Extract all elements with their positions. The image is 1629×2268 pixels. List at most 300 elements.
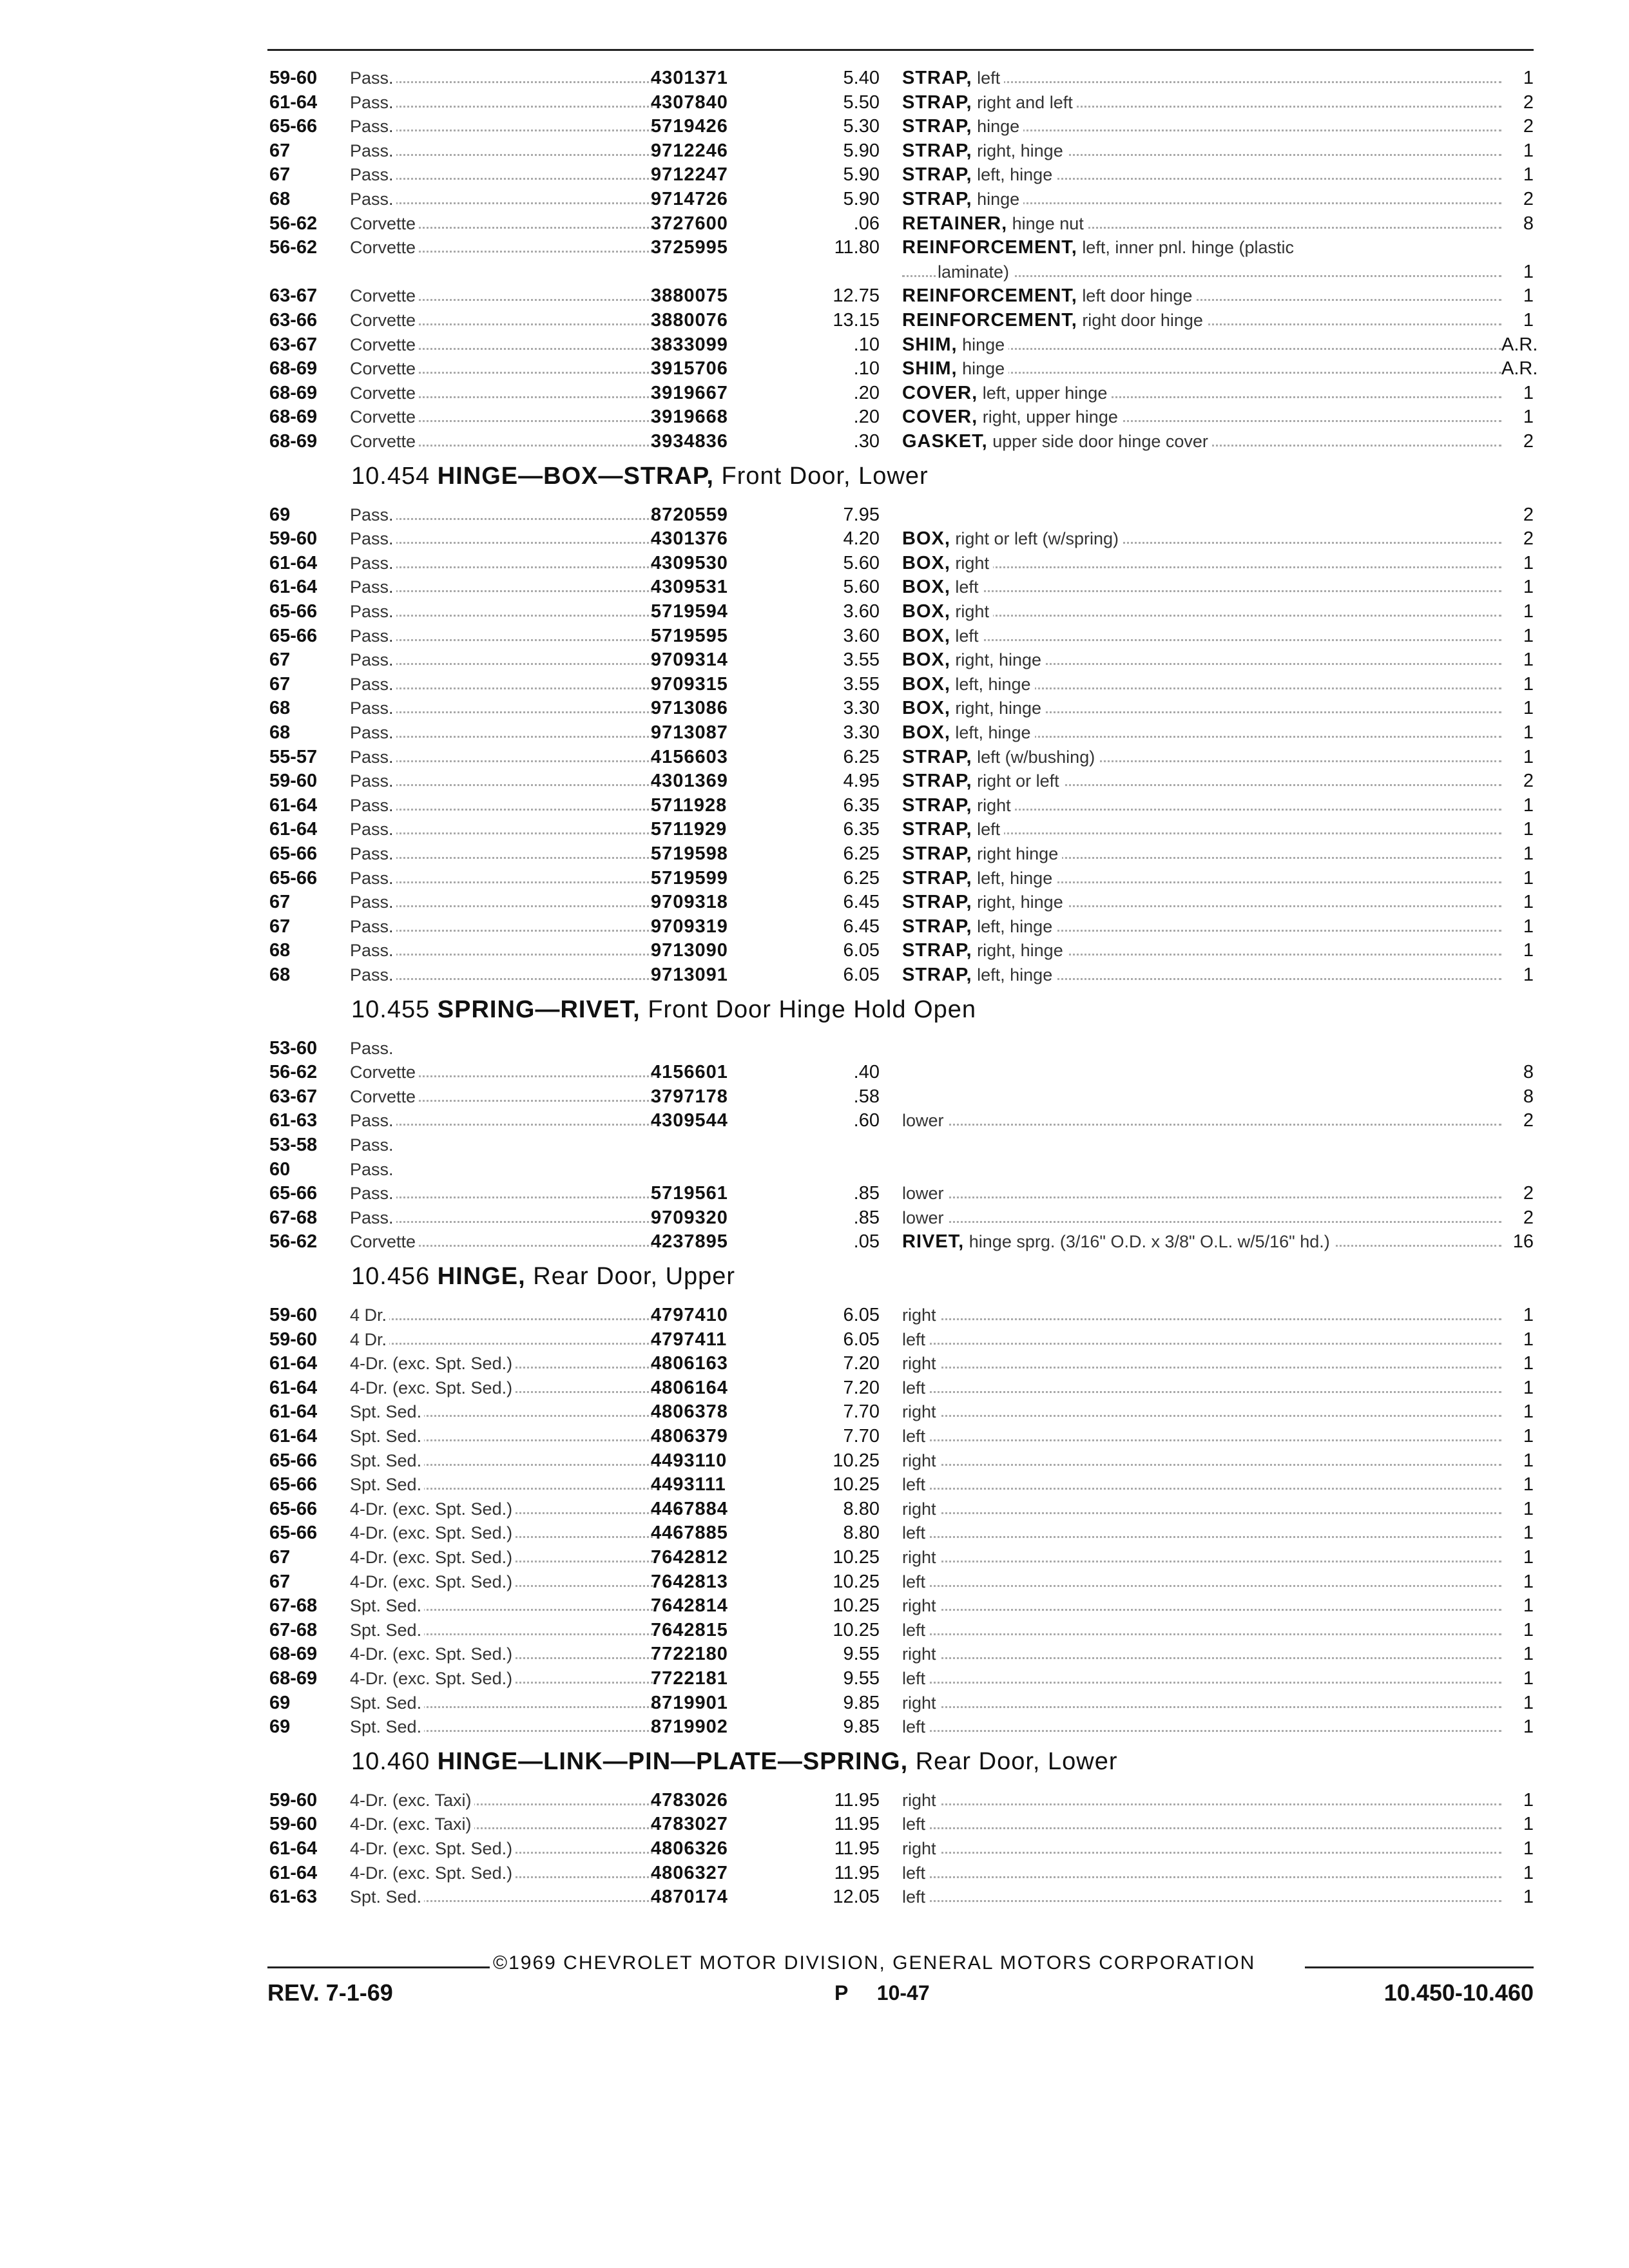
part-number: 4301369	[651, 771, 728, 792]
model-years: 68	[269, 940, 291, 961]
part-detail: left	[902, 1427, 926, 1446]
footer-rule-left	[267, 1966, 490, 1968]
description-cell	[902, 745, 1501, 769]
model-name: 4-Dr. (exc. Spt. Sed.)	[350, 1548, 515, 1567]
part-row	[0, 696, 1629, 720]
part-detail: hinge	[962, 334, 1005, 354]
model-name: Corvette	[350, 238, 418, 257]
description-text	[902, 1715, 929, 1739]
description-text	[902, 817, 1004, 841]
description-cell	[902, 308, 1501, 332]
page-prefix: P	[834, 1981, 849, 2004]
list-price: 10.25	[833, 1474, 880, 1495]
quantity: 1	[1523, 261, 1534, 282]
list-price: 5.90	[843, 164, 880, 186]
model-cell	[350, 914, 653, 939]
model-name: Pass.	[350, 917, 396, 936]
part-detail: right, hinge	[977, 941, 1063, 961]
list-price: 3.60	[843, 625, 880, 646]
part-row	[0, 381, 1629, 405]
part-number: 9713087	[651, 722, 728, 743]
model-name: Pass.	[350, 941, 396, 960]
model-name: Corvette	[350, 383, 418, 403]
list-price: .30	[853, 431, 880, 452]
model-years: 68-69	[269, 1644, 318, 1665]
list-price: 3.55	[843, 649, 880, 671]
part-row	[0, 139, 1629, 163]
part-row	[0, 1618, 1629, 1642]
part-name: BOX,	[902, 552, 950, 573]
part-number: 4783026	[651, 1789, 728, 1811]
part-detail: right hinge	[977, 844, 1059, 863]
quantity: 8	[1523, 1062, 1534, 1083]
dot-leader	[902, 1488, 1501, 1490]
dot-leader	[902, 1536, 1501, 1538]
part-detail: left	[977, 820, 1001, 840]
description-text	[902, 624, 982, 648]
part-detail: right	[902, 1305, 936, 1325]
part-row	[0, 890, 1629, 914]
part-detail: left door hinge	[1082, 286, 1193, 306]
description-cell	[902, 1399, 1501, 1424]
model-years: 60	[269, 1158, 291, 1180]
model-cell	[350, 90, 653, 115]
part-row	[0, 503, 1629, 527]
list-price: .06	[853, 213, 880, 234]
description-cell	[902, 1885, 1501, 1909]
dot-leader	[902, 639, 1501, 641]
model-years: 61-64	[269, 1862, 318, 1883]
list-price: .10	[853, 334, 880, 355]
part-name: STRAP,	[902, 116, 972, 137]
description-text	[902, 308, 1207, 332]
quantity: A.R.	[1501, 358, 1538, 380]
list-price: 11.95	[834, 1862, 880, 1883]
footer-rule-right	[1305, 1966, 1534, 1968]
model-name: 4-Dr. (exc. Taxi)	[350, 1791, 474, 1810]
quantity: 1	[1523, 164, 1534, 186]
part-row	[0, 1036, 1629, 1061]
model-cell	[350, 1861, 653, 1885]
description-cell	[902, 720, 1501, 745]
model-cell	[350, 1376, 653, 1400]
model-name: 4-Dr. (exc. Taxi)	[350, 1814, 474, 1834]
part-number: 4806164	[651, 1377, 728, 1398]
part-row	[0, 1836, 1629, 1861]
model-cell	[350, 720, 653, 745]
part-number: 3833099	[651, 334, 728, 355]
model-cell	[350, 1691, 653, 1715]
description-cell	[902, 211, 1501, 236]
quantity: 1	[1523, 1814, 1534, 1835]
list-price: 6.35	[843, 819, 880, 840]
model-years: 65-66	[269, 1523, 318, 1544]
list-price: .10	[853, 358, 880, 380]
part-number: 3915706	[651, 358, 728, 380]
section-title: HINGE—BOX—STRAP,	[437, 462, 714, 490]
section-heading	[351, 1263, 735, 1291]
part-number: 3727600	[651, 213, 728, 234]
description-cell	[902, 284, 1501, 308]
model-cell	[350, 526, 653, 551]
part-detail: left	[902, 1620, 926, 1640]
model-name: Pass.	[350, 165, 396, 184]
description-cell	[902, 526, 1501, 551]
quantity: 2	[1523, 91, 1534, 113]
dot-leader	[902, 1633, 1501, 1635]
model-cell	[350, 1181, 653, 1206]
model-years: 61-64	[269, 819, 318, 840]
model-cell	[350, 162, 653, 187]
revision-date: REV. 7-1-69	[267, 1979, 393, 2006]
quantity: 1	[1523, 649, 1534, 671]
part-detail: left	[955, 577, 979, 597]
quantity: 1	[1523, 892, 1534, 913]
model-name: Spt. Sed.	[350, 1427, 424, 1446]
model-name: Spt. Sed.	[350, 1717, 424, 1736]
description-text	[902, 1861, 929, 1885]
part-row	[0, 308, 1629, 332]
quantity: 1	[1523, 867, 1534, 889]
part-detail: left	[902, 1669, 926, 1688]
part-row	[0, 866, 1629, 890]
model-years: 67	[269, 649, 291, 671]
part-row	[0, 1157, 1629, 1182]
quantity: 1	[1523, 1547, 1534, 1568]
quantity: 1	[1523, 382, 1534, 403]
section-range: 10.450-10.460	[1383, 1979, 1534, 2006]
part-number: 3919667	[651, 382, 728, 403]
description-cell	[902, 914, 1501, 939]
part-name: COVER,	[902, 382, 978, 403]
model-cell	[350, 575, 653, 599]
quantity: 1	[1523, 1619, 1534, 1640]
part-row	[0, 648, 1629, 672]
description-text	[902, 1666, 929, 1691]
list-price: .20	[853, 382, 880, 403]
model-name: Pass.	[350, 675, 396, 694]
part-number: 5719561	[651, 1183, 728, 1204]
part-number: 3919668	[651, 407, 728, 428]
part-row	[0, 405, 1629, 429]
description-cell	[902, 381, 1501, 405]
part-row	[0, 575, 1629, 599]
part-detail: right or left (w/spring)	[955, 529, 1119, 549]
part-name: STRAP,	[902, 91, 972, 113]
quantity: 1	[1523, 1353, 1534, 1374]
section-subtitle: Front Door Hinge Hold Open	[648, 995, 976, 1023]
part-detail: right	[902, 1354, 936, 1374]
model-years: 63-67	[269, 1086, 318, 1107]
model-name: Pass.	[350, 141, 396, 160]
list-price: .60	[853, 1110, 880, 1131]
quantity: 1	[1523, 407, 1534, 428]
model-name: 4-Dr. (exc. Spt. Sed.)	[350, 1499, 515, 1519]
part-detail: left (w/bushing)	[977, 747, 1095, 767]
model-name: Corvette	[350, 1232, 418, 1251]
model-cell	[350, 1327, 653, 1352]
part-row	[0, 1108, 1629, 1133]
description-cell	[902, 1666, 1501, 1691]
model-cell	[350, 866, 653, 890]
section-number: 10.456	[351, 1263, 430, 1290]
description-cell	[902, 1108, 1501, 1133]
quantity: 8	[1523, 1086, 1534, 1107]
part-number: 4797410	[651, 1305, 728, 1325]
list-price: 10.25	[833, 1619, 880, 1640]
quantity: 8	[1523, 213, 1534, 234]
model-name: Pass.	[350, 529, 396, 548]
description-text	[902, 1570, 929, 1594]
part-row	[0, 1472, 1629, 1497]
section-subtitle: Rear Door, Upper	[533, 1263, 736, 1290]
description-cell	[902, 1521, 1501, 1545]
quantity: 1	[1523, 1595, 1534, 1617]
model-years: 67	[269, 164, 291, 186]
description-cell	[902, 187, 1501, 211]
description-cell	[902, 1448, 1501, 1473]
list-price: 6.25	[843, 746, 880, 767]
list-price: 4.20	[843, 528, 880, 550]
part-number: 3934836	[651, 431, 728, 452]
list-price: 12.05	[833, 1887, 880, 1908]
quantity: 1	[1523, 577, 1534, 598]
part-number: 7642812	[651, 1547, 728, 1568]
part-row	[0, 1788, 1629, 1812]
model-name: Pass.	[350, 602, 396, 621]
part-row	[0, 235, 1629, 260]
part-name: BOX,	[902, 625, 950, 646]
model-name: Pass.	[350, 869, 396, 888]
part-number: 4309544	[651, 1110, 728, 1131]
description-cell	[902, 1545, 1501, 1570]
quantity: 1	[1523, 601, 1534, 622]
quantity: 1	[1523, 843, 1534, 864]
description-text	[902, 1497, 940, 1521]
model-years: 65-66	[269, 116, 318, 137]
part-name: STRAP,	[902, 140, 972, 161]
list-price: 8.80	[843, 1523, 880, 1544]
part-number: 4806378	[651, 1401, 728, 1423]
model-name: 4-Dr. (exc. Spt. Sed.)	[350, 1378, 515, 1398]
quantity: 2	[1523, 189, 1534, 209]
part-row	[0, 720, 1629, 745]
part-number: 5711929	[651, 819, 728, 840]
part-detail: lower	[902, 1184, 944, 1204]
dot-leader	[902, 1196, 1501, 1198]
part-name: STRAP,	[902, 916, 972, 937]
part-number: 7722181	[651, 1668, 728, 1689]
dot-leader	[902, 1124, 1501, 1126]
quantity: 1	[1523, 1862, 1534, 1883]
part-detail: left	[902, 1814, 926, 1834]
part-row	[0, 1885, 1629, 1909]
part-detail: right	[902, 1450, 936, 1470]
part-number: 4309530	[651, 552, 728, 573]
model-years: 61-64	[269, 1401, 318, 1423]
part-row	[0, 429, 1629, 454]
description-text	[902, 938, 1067, 963]
list-price: 4.95	[843, 771, 880, 792]
part-detail: right, hinge	[977, 892, 1063, 912]
description-cell	[902, 114, 1501, 139]
model-name: Pass.	[350, 1111, 396, 1130]
model-years: 68-69	[269, 431, 318, 452]
model-name: Pass.	[350, 68, 396, 88]
list-price: 7.95	[843, 504, 880, 525]
model-cell	[350, 1206, 653, 1230]
part-name: SHIM,	[902, 358, 958, 380]
part-detail: right	[902, 1596, 936, 1616]
list-price: 11.95	[834, 1838, 880, 1859]
description-text	[902, 66, 1004, 90]
model-name: Spt. Sed.	[350, 1402, 424, 1421]
part-number: 4493110	[651, 1450, 728, 1471]
description-text	[902, 1593, 940, 1618]
quantity: 1	[1523, 1692, 1534, 1713]
part-number: 4797411	[651, 1329, 728, 1350]
part-detail: left	[955, 626, 979, 646]
footer-copyright-line	[267, 1952, 1534, 1978]
dot-leader	[902, 1852, 1501, 1854]
part-name: STRAP,	[902, 746, 972, 767]
part-number: 5719426	[651, 116, 728, 137]
model-years: 67	[269, 140, 291, 161]
description-text	[902, 332, 1008, 357]
section-title: HINGE—LINK—PIN—PLATE—SPRING,	[437, 1747, 909, 1775]
list-price: 11.95	[834, 1789, 880, 1811]
model-years: 68	[269, 965, 291, 985]
part-detail: right, upper hinge	[982, 407, 1118, 427]
dot-leader	[902, 1706, 1501, 1708]
part-detail: right	[902, 1499, 936, 1519]
part-number: 5719594	[651, 601, 728, 622]
section-heading	[351, 1748, 1118, 1776]
part-row	[0, 551, 1629, 575]
description-cell	[902, 1691, 1501, 1715]
list-price: 6.25	[843, 843, 880, 864]
model-years: 61-64	[269, 1426, 318, 1446]
model-years: 67	[269, 1547, 291, 1568]
model-cell	[350, 648, 653, 672]
description-cell	[902, 1618, 1501, 1642]
model-years: 61-63	[269, 1110, 318, 1131]
model-name: Pass.	[350, 626, 396, 646]
description-text	[902, 356, 1008, 381]
model-cell	[350, 745, 653, 769]
list-price: .20	[853, 407, 880, 428]
description-text	[902, 1206, 948, 1230]
model-years: 68-69	[269, 358, 318, 380]
quantity: 1	[1523, 794, 1534, 816]
quantity: 1	[1523, 965, 1534, 985]
model-name: Pass.	[350, 844, 396, 863]
model-name: Pass.	[350, 1160, 396, 1179]
quantity: 2	[1523, 116, 1534, 137]
model-name: 4-Dr. (exc. Spt. Sed.)	[350, 1839, 515, 1858]
part-name: REINFORCEMENT,	[902, 285, 1077, 307]
part-detail: right, hinge	[955, 698, 1042, 718]
model-cell	[350, 963, 653, 987]
part-detail: hinge	[977, 117, 1020, 137]
part-detail: upper side door hinge cover	[992, 432, 1208, 451]
description-text	[902, 1327, 929, 1352]
description-cell	[902, 1351, 1501, 1376]
part-number: 9712246	[651, 140, 728, 161]
part-detail: hinge sprg. (3/16" O.D. x 3/8" O.L. w/5/16" hd.)	[969, 1232, 1330, 1252]
model-years: 56-62	[269, 1231, 318, 1253]
model-name: Pass.	[350, 698, 396, 718]
quantity: 1	[1523, 310, 1534, 331]
dot-leader	[902, 1682, 1501, 1684]
part-number: 7642814	[651, 1595, 728, 1617]
list-price: 12.75	[833, 285, 880, 307]
part-row	[0, 1206, 1629, 1230]
description-cell	[902, 551, 1501, 575]
model-years: 59-60	[269, 1814, 318, 1835]
list-price: 9.55	[843, 1668, 880, 1689]
description-cell	[902, 1206, 1501, 1230]
model-name: Pass.	[350, 747, 396, 767]
model-cell	[350, 1618, 653, 1642]
part-row	[0, 672, 1629, 697]
description-cell	[902, 235, 1501, 260]
description-text	[902, 648, 1045, 672]
model-cell	[350, 1399, 653, 1424]
description-text	[902, 1424, 929, 1448]
part-number: 4309531	[651, 577, 728, 598]
part-detail: right	[977, 795, 1011, 815]
model-years: 53-60	[269, 1037, 318, 1059]
dot-leader	[902, 1657, 1501, 1659]
model-cell	[350, 429, 653, 454]
description-text	[902, 114, 1023, 139]
part-name: STRAP,	[902, 819, 972, 840]
part-number: 9709319	[651, 916, 728, 937]
part-detail: left, hinge	[977, 965, 1053, 985]
description-text	[902, 1376, 929, 1400]
part-number: 4307840	[651, 91, 728, 113]
list-price: 6.05	[843, 965, 880, 985]
description-cell	[902, 1570, 1501, 1594]
quantity: 1	[1523, 940, 1534, 961]
part-name: STRAP,	[902, 68, 972, 88]
dot-leader	[902, 1464, 1501, 1466]
model-cell	[350, 1666, 653, 1691]
quantity: 2	[1523, 1207, 1534, 1228]
part-name: BOX,	[902, 722, 950, 743]
model-name: Corvette	[350, 214, 418, 233]
part-number: 9713091	[651, 965, 728, 985]
model-years: 69	[269, 1716, 291, 1738]
part-number: 4806163	[651, 1353, 728, 1374]
description-cell	[902, 1376, 1501, 1400]
model-cell	[350, 696, 653, 720]
quantity: 16	[1512, 1231, 1534, 1253]
model-name: Pass.	[350, 1208, 396, 1227]
list-price: 7.70	[843, 1401, 880, 1423]
part-name: STRAP,	[902, 940, 972, 961]
dot-leader	[902, 1561, 1501, 1562]
part-row	[0, 745, 1629, 769]
description-text	[902, 1351, 940, 1376]
description-text	[902, 672, 1035, 697]
model-cell	[350, 284, 653, 308]
part-number: 9709318	[651, 892, 728, 913]
model-cell	[350, 769, 653, 793]
description-cell	[902, 890, 1501, 914]
model-cell	[350, 1229, 653, 1254]
